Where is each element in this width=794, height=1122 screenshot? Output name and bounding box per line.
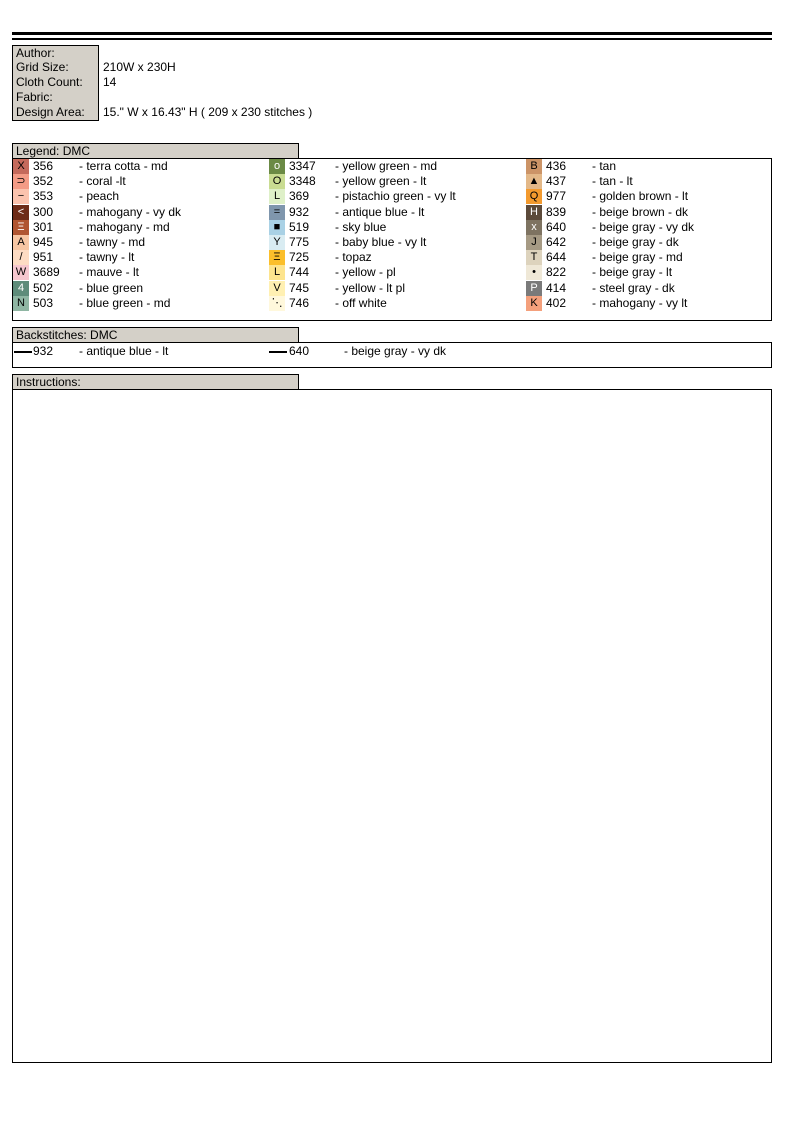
color-swatch-icon: X	[13, 159, 29, 174]
legend-title: Legend: DMC	[12, 143, 299, 158]
floss-color-name: - yellow green - lt	[335, 174, 427, 189]
design-area-value: 15." W x 16.43" H ( 209 x 230 stitches )	[103, 105, 313, 119]
floss-code: 839	[546, 204, 567, 219]
color-swatch-icon: A	[13, 235, 29, 250]
backstitches-title: Backstitches: DMC	[12, 327, 299, 342]
floss-code: 437	[546, 174, 567, 189]
floss-color-name: - beige gray - lt	[592, 265, 673, 280]
floss-code: 932	[289, 204, 310, 219]
floss-color-name: - tan	[592, 159, 617, 173]
color-swatch-icon: 4	[13, 281, 29, 296]
floss-code: 369	[289, 189, 310, 204]
color-swatch-icon: T	[526, 250, 542, 265]
color-swatch-icon: B	[526, 159, 542, 174]
floss-color-name: - sky blue	[335, 219, 387, 234]
color-swatch-icon: =	[269, 205, 285, 220]
backstitch-code: 640	[289, 344, 310, 358]
floss-code: 414	[546, 280, 567, 295]
top-rule-thick	[12, 32, 772, 35]
floss-color-name: - yellow - lt pl	[335, 280, 406, 295]
floss-code: 642	[546, 234, 567, 249]
color-swatch-icon: L	[269, 189, 285, 204]
backstitch-code: 932	[33, 344, 54, 358]
floss-color-name: - tawny - lt	[79, 250, 135, 265]
floss-code: 352	[33, 174, 54, 189]
floss-color-name: - beige gray - vy dk	[592, 219, 695, 234]
backstitch-name: - antique blue - lt	[79, 344, 169, 358]
floss-color-name: - tan - lt	[592, 174, 633, 189]
color-swatch-icon: L	[269, 265, 285, 280]
color-swatch-icon: V	[269, 281, 285, 296]
cloth-count-label: Cloth Count:	[12, 75, 99, 91]
color-swatch-icon: P	[526, 281, 542, 296]
floss-code: 977	[546, 189, 567, 204]
floss-code: 775	[289, 234, 310, 249]
backstitches-table	[12, 342, 772, 368]
floss-code: 3348	[289, 174, 316, 189]
floss-code: 402	[546, 295, 567, 310]
floss-code: 725	[289, 250, 310, 265]
color-swatch-icon: Ξ	[269, 250, 285, 265]
floss-color-name: - tawny - md	[79, 234, 146, 249]
floss-color-name: - topaz	[335, 250, 372, 265]
floss-color-name: - beige gray - dk	[592, 234, 679, 249]
color-swatch-icon: <	[13, 205, 29, 220]
floss-code: 436	[546, 159, 567, 173]
color-swatch-icon: x	[526, 220, 542, 235]
floss-color-name: - mahogany - vy dk	[79, 204, 182, 219]
floss-code: 300	[33, 204, 54, 219]
color-swatch-icon: /	[13, 250, 29, 265]
color-swatch-icon: Q	[526, 189, 542, 204]
floss-code: 822	[546, 265, 567, 280]
floss-color-name: - yellow green - md	[335, 159, 438, 173]
color-swatch-icon: J	[526, 235, 542, 250]
floss-code: 640	[546, 219, 567, 234]
floss-color-name: - terra cotta - md	[79, 159, 168, 173]
backstitch-line-icon	[14, 351, 32, 353]
color-swatch-icon: N	[13, 296, 29, 311]
floss-code: 945	[33, 234, 54, 249]
floss-color-name: - off white	[335, 295, 387, 310]
color-swatch-icon: ▲	[526, 174, 542, 189]
floss-code: 503	[33, 295, 54, 310]
author-label: Author:	[12, 45, 99, 61]
grid-size-value: 210W x 230H	[103, 60, 176, 74]
color-swatch-icon: Ξ	[13, 220, 29, 235]
color-swatch-icon: ⋱	[269, 296, 285, 311]
floss-color-name: - yellow - pl	[335, 265, 396, 280]
floss-color-name: - mauve - lt	[79, 265, 140, 280]
color-swatch-icon: O	[269, 174, 285, 189]
color-swatch-icon: K	[526, 296, 542, 311]
floss-code: 3689	[33, 265, 60, 280]
floss-color-name: - coral -lt	[79, 174, 126, 189]
color-swatch-icon: ■	[269, 220, 285, 235]
color-swatch-icon: W	[13, 265, 29, 280]
floss-color-name: - steel gray - dk	[592, 280, 675, 295]
floss-color-name: - peach	[79, 189, 120, 204]
floss-code: 356	[33, 159, 54, 173]
top-rule-thin	[12, 38, 772, 40]
instructions-box	[12, 389, 772, 1063]
floss-code: 644	[546, 250, 567, 265]
floss-color-name: - golden brown - lt	[592, 189, 689, 204]
instructions-title: Instructions:	[12, 374, 299, 389]
floss-code: 353	[33, 189, 54, 204]
floss-color-name: - pistachio green - vy lt	[335, 189, 456, 204]
floss-code: 519	[289, 219, 310, 234]
floss-color-name: - antique blue - lt	[335, 204, 425, 219]
floss-code: 951	[33, 250, 54, 265]
backstitch-name: - beige gray - vy dk	[344, 344, 447, 358]
color-swatch-icon: −	[13, 189, 29, 204]
floss-color-name: - blue green	[79, 280, 144, 295]
color-swatch-icon: ⊃	[13, 174, 29, 189]
color-swatch-icon: Y	[269, 235, 285, 250]
floss-code: 746	[289, 295, 310, 310]
floss-code: 301	[33, 219, 54, 234]
design-area-label: Design Area:	[12, 105, 99, 121]
floss-color-name: - blue green - md	[79, 295, 171, 310]
fabric-label: Fabric:	[12, 90, 99, 106]
floss-color-name: - beige gray - md	[592, 250, 683, 265]
color-swatch-icon: o	[269, 159, 285, 174]
floss-color-name: - baby blue - vy lt	[335, 234, 427, 249]
color-swatch-icon: •	[526, 265, 542, 280]
floss-code: 744	[289, 265, 310, 280]
floss-color-name: - beige brown - dk	[592, 204, 689, 219]
color-swatch-icon: H	[526, 205, 542, 220]
floss-code: 3347	[289, 159, 316, 173]
legend-table	[12, 158, 772, 321]
floss-code: 502	[33, 280, 54, 295]
floss-color-name: - mahogany - md	[79, 219, 170, 234]
backstitch-line-icon	[269, 351, 287, 353]
cloth-count-value: 14	[103, 75, 117, 89]
floss-code: 745	[289, 280, 310, 295]
grid-size-label: Grid Size:	[12, 60, 99, 76]
floss-color-name: - mahogany - vy lt	[592, 295, 688, 310]
